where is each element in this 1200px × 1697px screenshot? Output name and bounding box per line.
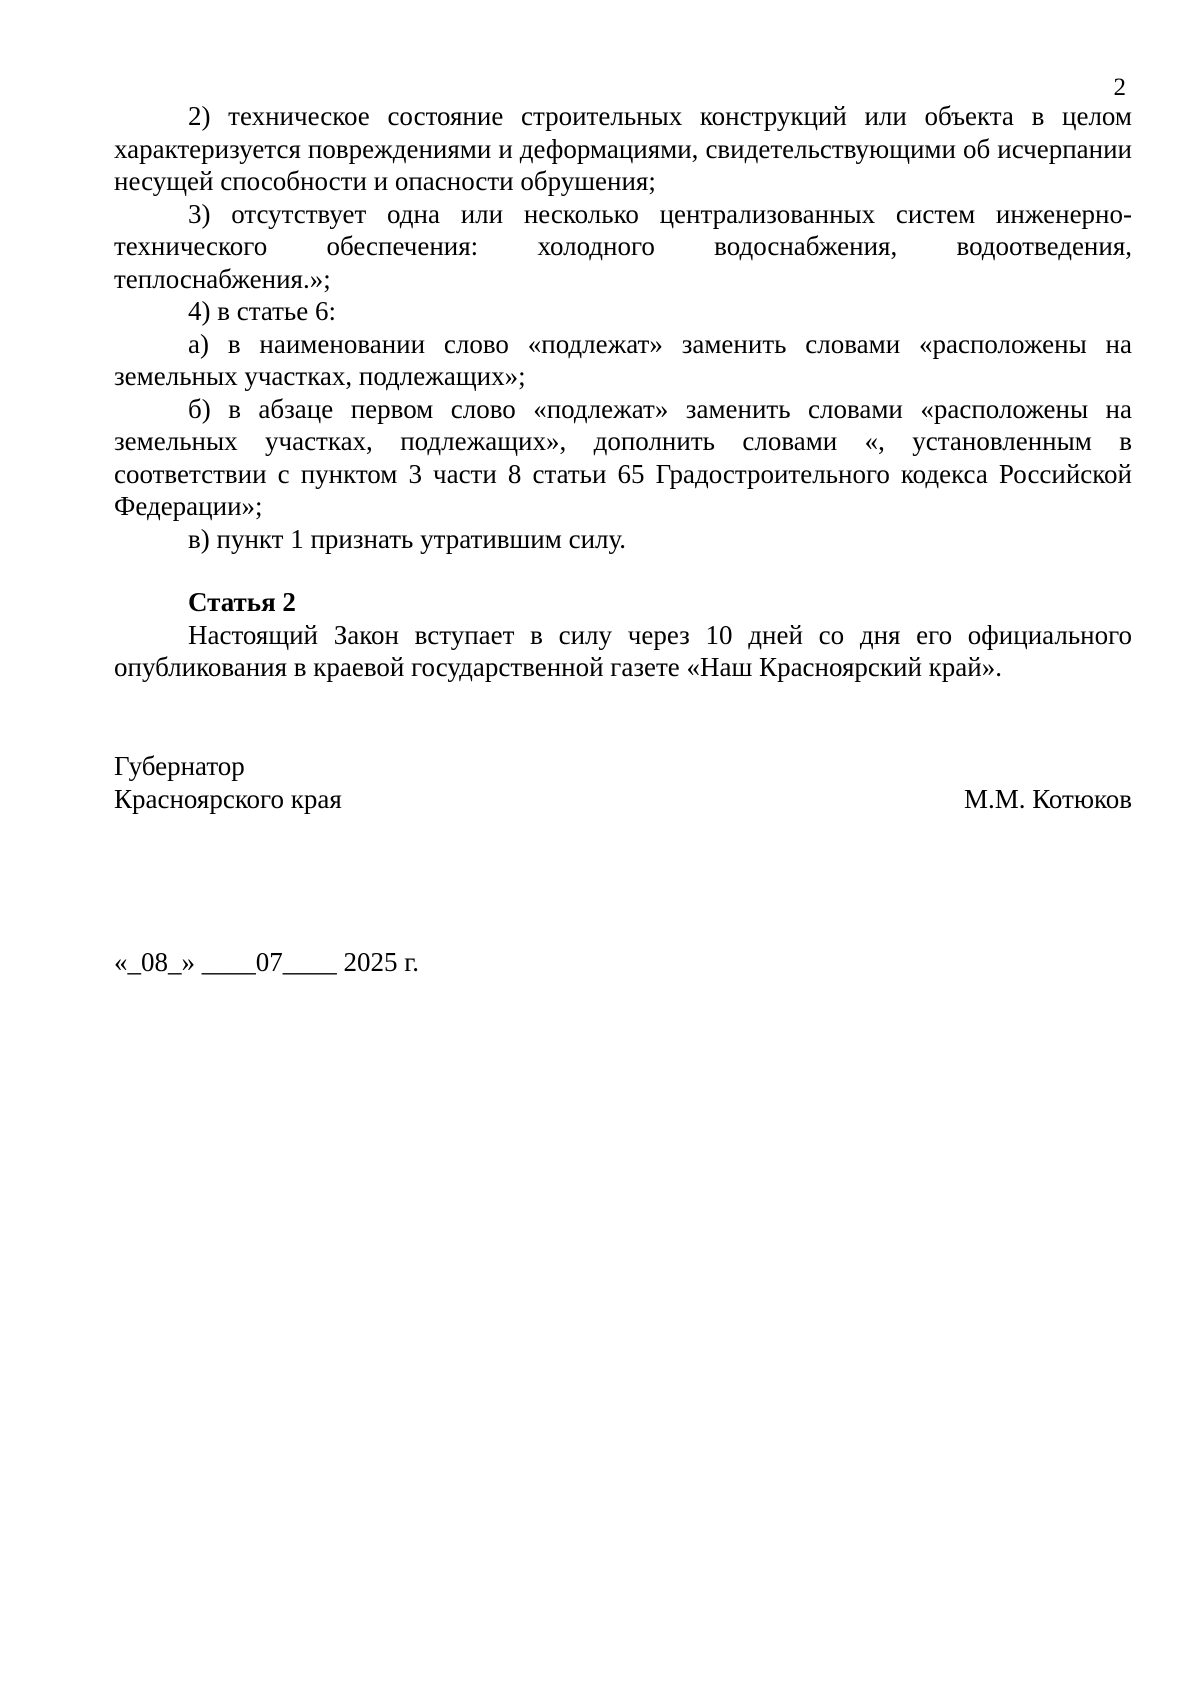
signature-title-line1: Губернатор: [114, 751, 245, 781]
page-number: 2: [1113, 74, 1126, 101]
paragraph-item-2: 2) техническое состояние строительных конструкций или объекта в целом характеризуется повреждениями и деформациями, свидетельствующими об исчерпании несущей способности и опасности обрушения;: [114, 101, 1132, 196]
paragraph-item-3: 3) отсутствует одна или несколько централизованных систем инженерно-технического обеспечения: холодного водоснабжения, водоотведения, теплоснабжения.»;: [114, 198, 1132, 294]
signatory-name: М.М. Котюков: [963, 783, 1132, 814]
article-2-text: Настоящий Закон вступает в силу через 10 дней со дня его официального опубликования в краевой государственной газете «Наш Красноярский край».: [114, 619, 1132, 682]
paragraph-subitem-b: б) в абзаце первом слово «подлежат» заменить словами «расположены на земельных участках, подлежащих», дополнить словами «, установленным в соответствии с пунктом 3 части 8 статьи 65 Градостроительного кодекса Российской Федерации»;: [114, 393, 1132, 521]
paragraph-article-6: 4) в статье 6:: [188, 296, 336, 326]
document-body: [114, 100, 1132, 684]
article-2-heading: Статья 2: [188, 587, 296, 617]
signature-title-line2: Красноярского края: [114, 783, 342, 814]
paragraph-subitem-a: а) в наименовании слово «подлежат» заменить словами «расположены на земельных участках, подлежащих»;: [114, 328, 1132, 391]
paragraph-subitem-v: в) пункт 1 признать утратившим силу.: [188, 523, 627, 554]
document-date: «_08_» ____07____ 2025 г.: [114, 947, 420, 977]
signature-block: [114, 750, 1132, 815]
